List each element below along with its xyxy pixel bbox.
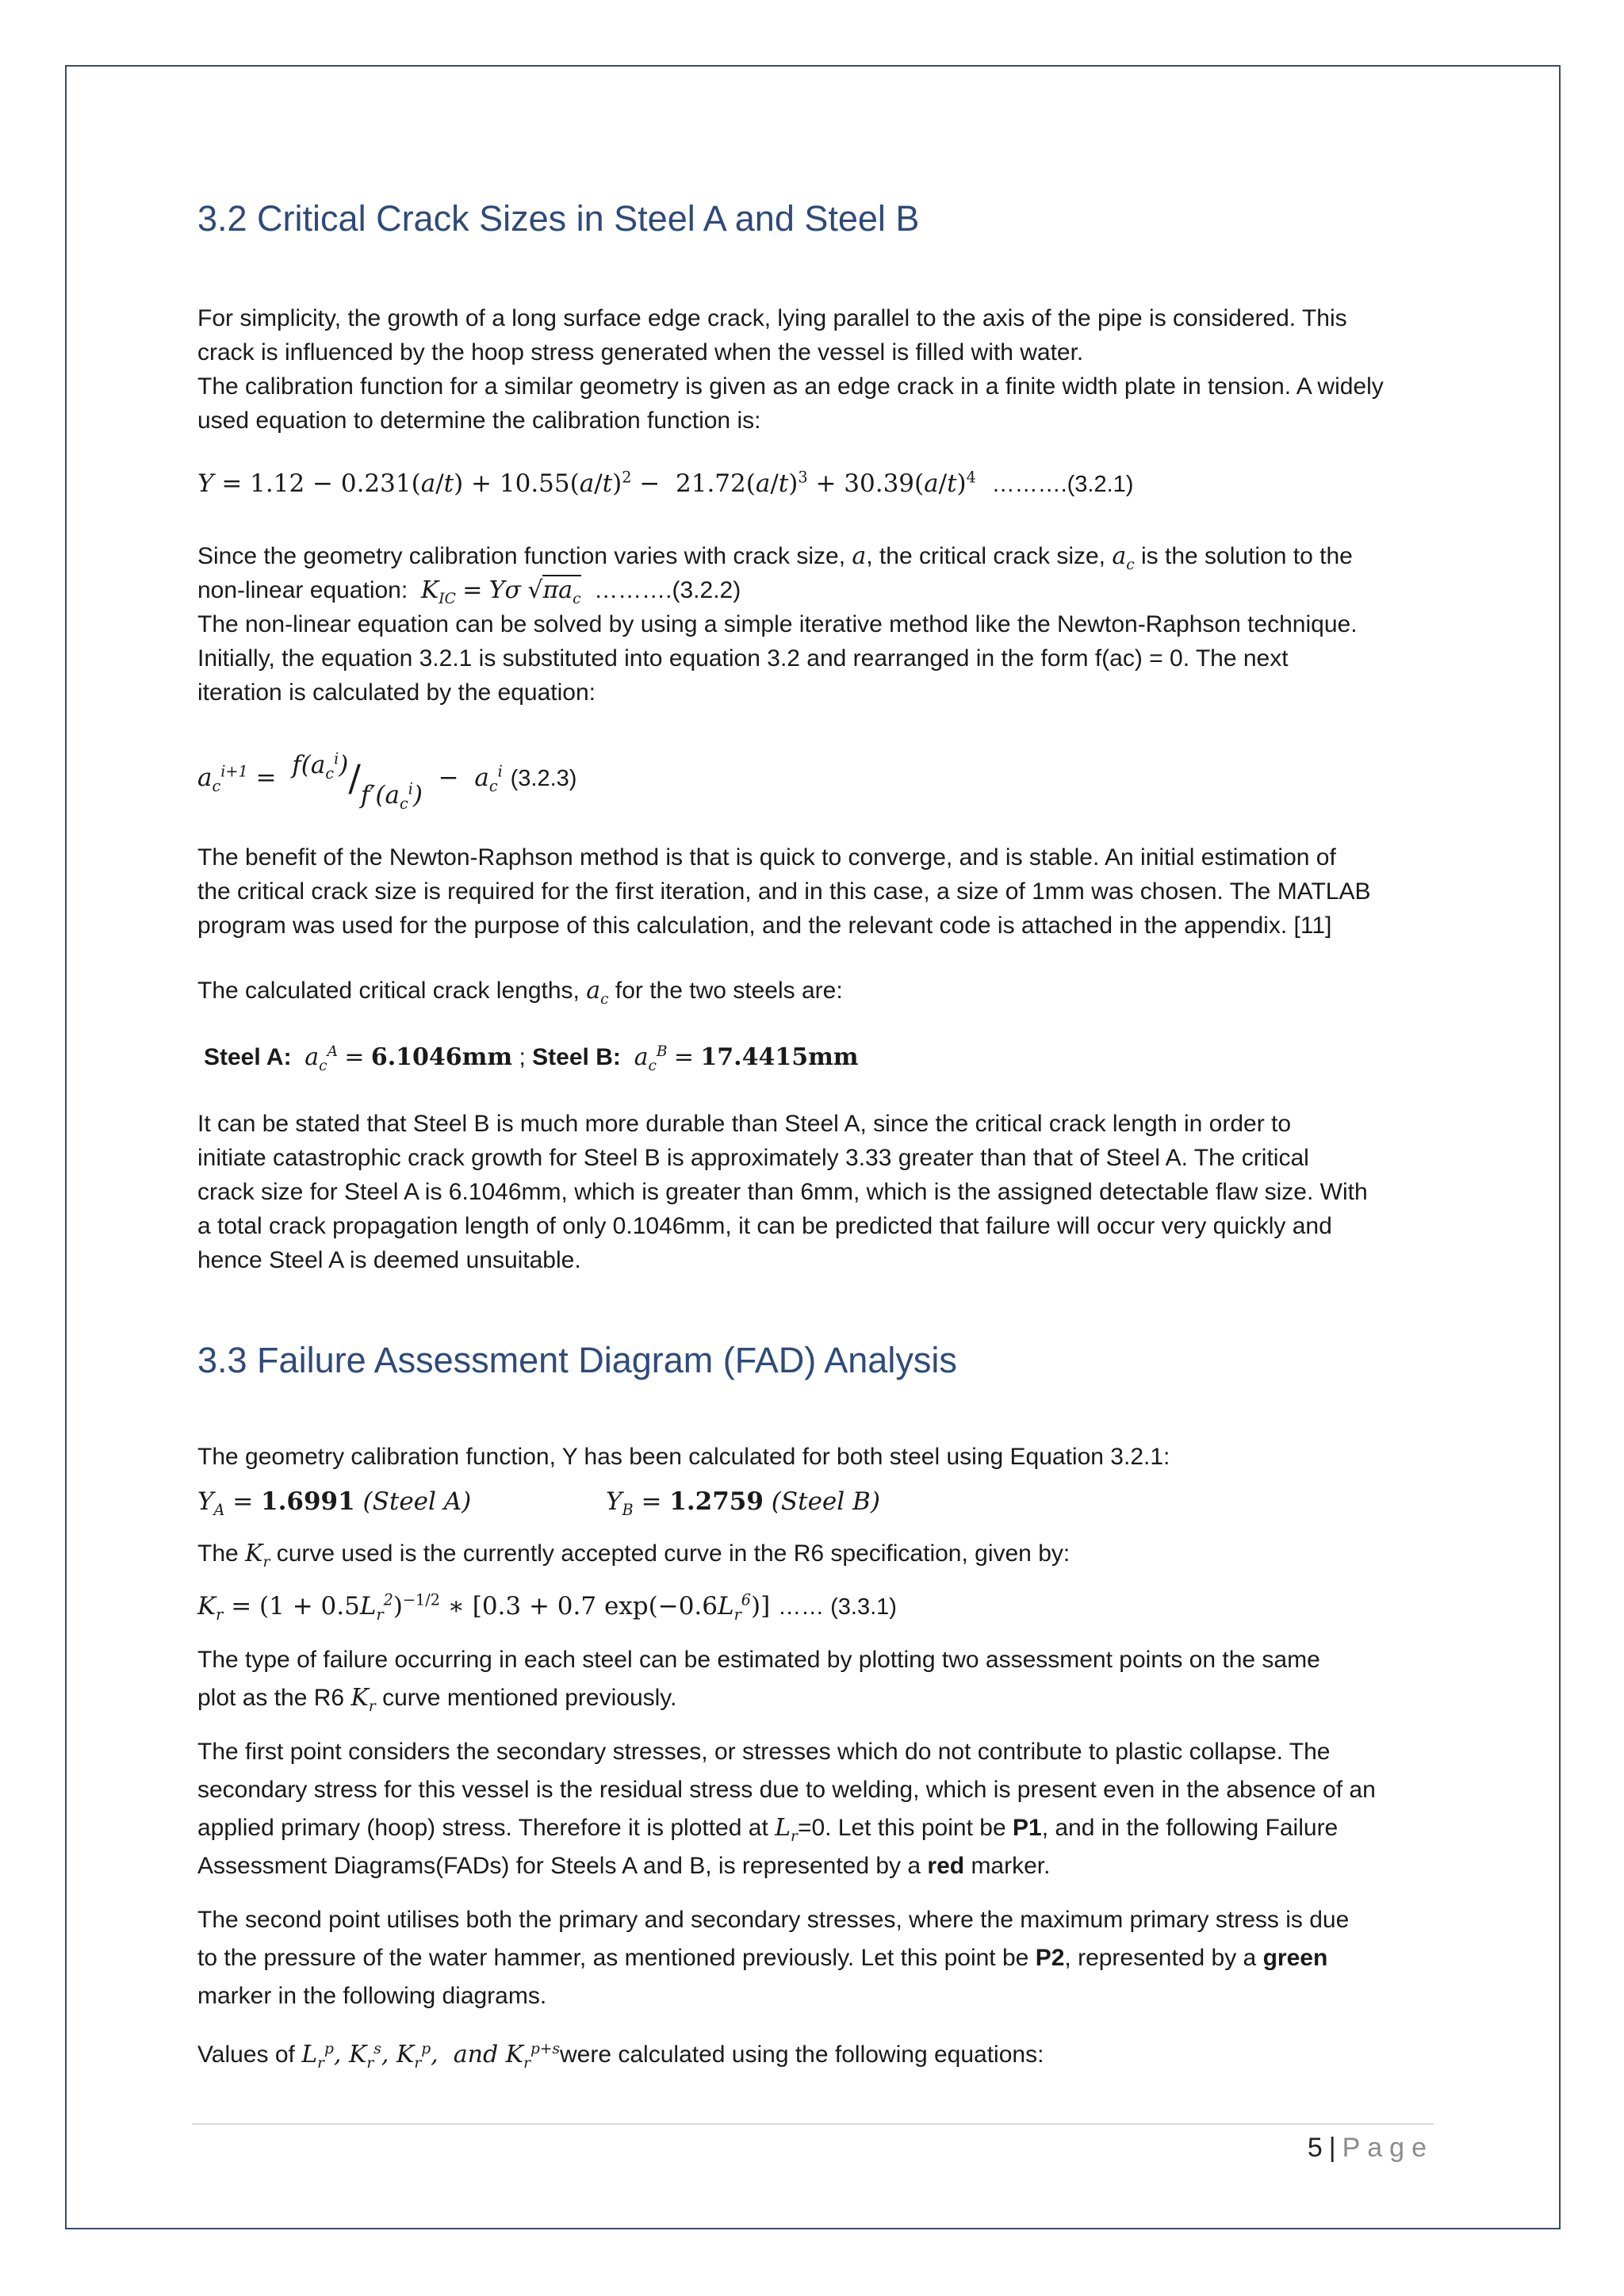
text-line: non-linear equation: $K_{IC} = Y\sigma$ $√\pi a_c$ ……….(3.2.2) (197, 576, 741, 607)
equation-3-3-1: $K_r = (1 + 0.5L_r^2)^{-1/2}$ ∗ [0.3 + 0.7 $\exp(-0.6L_r^6)$] …… (3.3.1) (197, 1590, 897, 1624)
steel-b-label: Steel B (532, 1044, 613, 1070)
text-line: program was used for the purpose of this calculation, and the relevant code is attached in the appendix. [11] (197, 913, 1332, 939)
text-span: for the two steels are: (615, 978, 843, 1004)
text-span: The (197, 1540, 239, 1567)
text-span: Since the geometry calibration function varies with crack size, (197, 543, 846, 569)
text-span: , represented by a (1064, 1945, 1257, 1971)
text-line: The calibration function for a similar geometry is given as an edge crack in a finite width plate in tension. A widely (197, 373, 1384, 400)
section-3-2-paragraph-4: The calculated critical crack lengths, $a_c$ for the two steels are: (197, 977, 843, 1008)
footer-divider (192, 2123, 1434, 2125)
text-span: The calculated critical crack lengths, (197, 978, 580, 1004)
text-line (197, 1847, 1434, 1885)
text-span: =0. Let this point be (797, 1815, 1006, 1841)
text-line: The benefit of the Newton-Raphson method is that is quick to converge, and is stable. An initial estimation of (197, 844, 1336, 871)
red-marker-label: red (927, 1853, 965, 1879)
page-number (1308, 2133, 1434, 2164)
section-3-3-paragraph-2: The $K_r$ curve used is the currently accepted curve in the R6 specification, given by: (197, 1540, 1071, 1571)
text-span: , the critical crack size, (866, 543, 1106, 569)
text-line: crack size for Steel A is 6.1046mm, which is greater than 6mm, which is the assigned detectable flaw size. With (197, 1179, 1368, 1205)
text-span: , and in the following Failure (1041, 1815, 1339, 1841)
text-line: used equation to determine the calibration function is: (197, 408, 761, 434)
text-span: applied primary (hoop) stress. Therefore it is plotted at (197, 1815, 768, 1841)
p1-label: P1 (1012, 1815, 1042, 1841)
text-span: to the pressure of the water hammer, as mentioned previously. Let this point be (197, 1945, 1029, 1971)
text-line: The type of failure occurring in each steel can be estimated by plotting two assessment points on the same (197, 1647, 1320, 1673)
yb-note: (Steel B) (771, 1487, 880, 1516)
text-span: is the solution to the (1141, 543, 1353, 569)
section-3-3-paragraph-5 (197, 1901, 1434, 2015)
text-line: For simplicity, the growth of a long surface edge crack, lying parallel to the axis of the pipe is considered. This (197, 305, 1347, 331)
steel-a-critical-length: 6.1046mm (370, 1043, 513, 1071)
text-line: initiate catastrophic crack growth for Steel B is approximately 3.33 greater than that of Steel A. The critical (197, 1145, 1309, 1171)
ya-note: (Steel A) (362, 1487, 472, 1516)
page-word: Page (1342, 2133, 1434, 2163)
text-line: the critical crack size is required for the first iteration, and in this case, a size of 1mm was chosen. The MATLAB (197, 878, 1371, 905)
y-values-line: $Y_A = 1.6991$ (Steel A) $Y_B = 1.2759$ (Steel B) (197, 1487, 880, 1520)
text-span: Values of (197, 2042, 295, 2068)
p2-label: P2 (1035, 1945, 1065, 1971)
text-line: The non-linear equation can be solved by using a simple iterative method like the Newton-Raphson technique. (197, 611, 1358, 637)
equation-tag: …… (3.3.1) (778, 1594, 897, 1620)
text-line: marker in the following diagrams. (197, 1983, 547, 2009)
section-3-3-paragraph-4 (197, 1733, 1434, 1885)
text-line: applied primary (hoop) stress. Therefore it is plotted at $L_r=0$. Let this point be P1, and in the following Failure (197, 1814, 1339, 1845)
text-line: secondary stress for this vessel is the residual stress due to welding, which is present even in the absence of an (197, 1777, 1376, 1803)
text-line: crack is influenced by the hoop stress generated when the vessel is filled with water. (197, 339, 1084, 365)
text-span: non-linear equation: (197, 577, 408, 603)
equation-tag: (3.2.3) (510, 766, 577, 791)
steel-b-critical-length: 17.4415mm (700, 1043, 859, 1071)
section-3-3-paragraph-1: The geometry calibration function, Y has been calculated for both steel using Equation 3.2.1: (197, 1444, 1170, 1470)
text-span: curve mentioned previously. (382, 1685, 677, 1711)
text-line: a total crack propagation length of only 0.1046mm, it can be predicted that failure will occur very quickly and (197, 1213, 1332, 1239)
text-line: Since the geometry calibration function varies with crack size, a, the critical crack size, $a_c$ is the solution to the (197, 542, 1353, 573)
section-3-3-heading: 3.3 Failure Assessment Diagram (FAD) Analysis (197, 1340, 957, 1380)
section-3-2-heading: 3.2 Critical Crack Sizes in Steel A and Steel B (197, 198, 920, 239)
section-3-3-paragraph-3 (197, 1641, 1434, 1717)
section-3-2-paragraph-2 (197, 539, 1434, 710)
text-span: plot as the R6 (197, 1685, 345, 1711)
text-span: marker. (971, 1853, 1051, 1879)
page-number-separator: | (1328, 2133, 1336, 2163)
yb-value: 1.2759 (669, 1487, 764, 1516)
critical-crack-results: Steel A: $a_c^A = 6.1046mm$ ; Steel B: $a_c^B = 17.4415mm$ (204, 1043, 859, 1074)
equation-tag: ……….(3.2.2) (594, 577, 741, 603)
text-line: plot as the R6 $K_r$ curve mentioned previously. (197, 1684, 677, 1715)
text-span: were calculated using the following equations: (560, 2042, 1044, 2068)
section-3-3-paragraph-6: Values of $L_r^p$, $K_r^s$, $K_r^p$, and $K_r^{p+s}were$ calculated using the following equations: (197, 2041, 1044, 2072)
equation-3-2-1: $Y = 1.12 - 0.231(a/t) + 10.55(a/t)^2 - 21.72(a/t)^3 + 30.39(a/t)^4$ ……….(3.2.1) (197, 468, 1134, 498)
green-marker-label: green (1262, 1945, 1328, 1971)
equation-3-2-3: $a_c^{i+1} = f(a_c^i)/f'(a_c^i) - a_c^i$ (3.2.3) (197, 749, 577, 813)
section-3-2-intro-paragraph (197, 301, 1434, 438)
page-number-value: 5 (1307, 2133, 1323, 2163)
text-line: It can be stated that Steel B is much more durable than Steel A, since the critical crack length in order to (197, 1111, 1292, 1137)
text-line: The second point utilises both the primary and secondary stresses, where the maximum primary stress is due (197, 1907, 1350, 1933)
ya-value: 1.6991 (261, 1487, 355, 1516)
text-line: hence Steel A is deemed unsuitable. (197, 1247, 581, 1273)
text-span: Assessment Diagrams(FADs) for Steels A and B, is represented by a (197, 1853, 921, 1879)
text-line: The first point considers the secondary stresses, or stresses which do not contribute to plastic collapse. The (197, 1739, 1331, 1765)
section-3-2-paragraph-3 (197, 840, 1434, 943)
section-3-2-paragraph-5 (197, 1107, 1434, 1277)
text-line (197, 1939, 1434, 1977)
text-line: iteration is calculated by the equation: (197, 679, 596, 706)
equation-tag: ……….(3.2.1) (991, 472, 1134, 497)
text-line: Initially, the equation 3.2.1 is substituted into equation 3.2 and rearranged in the form f(ac) = 0. The next (197, 645, 1289, 672)
text-span: curve used is the currently accepted curve in the R6 specification, given by: (276, 1540, 1071, 1567)
steel-a-label: Steel A (204, 1044, 284, 1070)
